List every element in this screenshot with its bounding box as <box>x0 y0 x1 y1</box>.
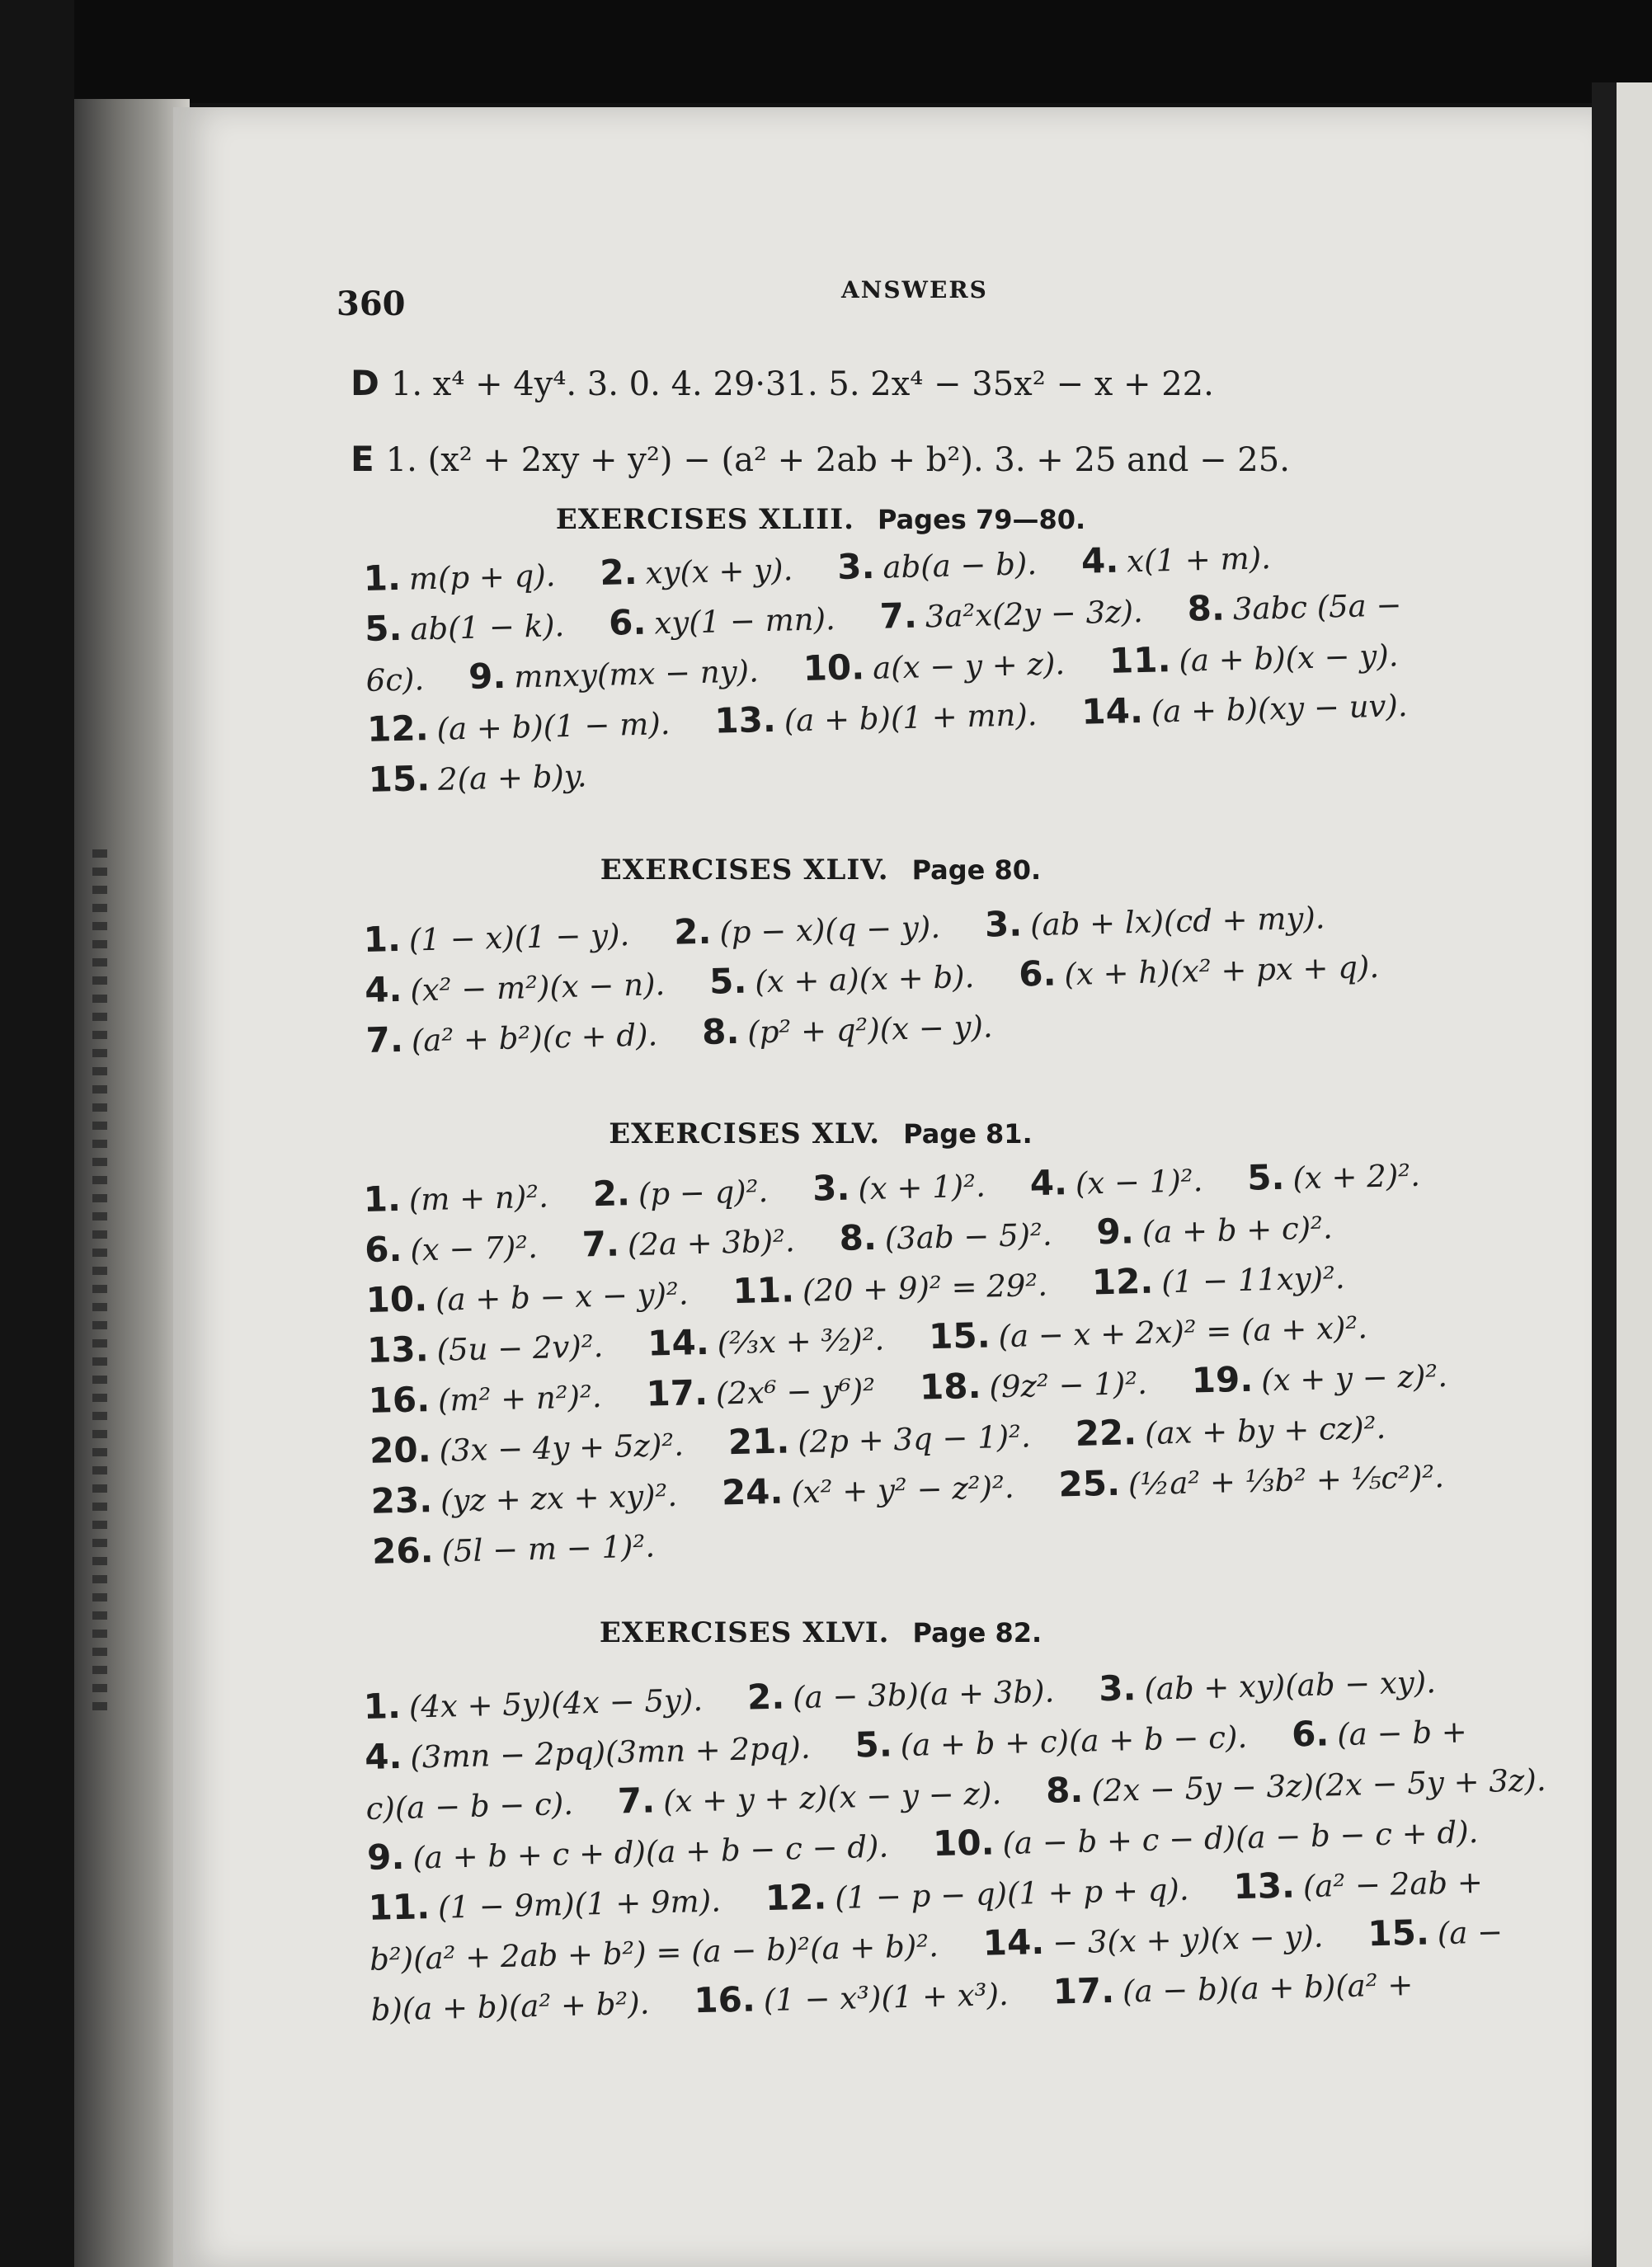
answer-number: 13. <box>713 698 777 741</box>
answer-item <box>1081 680 1409 738</box>
answer-item <box>1029 1155 1203 1209</box>
answer-expression: (p² + q²)(x − y). <box>746 1009 994 1051</box>
facing-page-edge <box>1617 82 1652 2267</box>
answers-xliv <box>363 887 1504 1066</box>
answer-expression: (20 + 9)² = 29². <box>802 1267 1048 1310</box>
answer-expression: (yz + zx + xy)². <box>440 1477 678 1519</box>
answer-number: 15. <box>1367 1912 1430 1954</box>
answers-text: 1. (x² + 2xy + y²) − (a² + 2ab + b²). 3. + 25 and − 25. <box>385 441 1290 479</box>
answer-number: 24. <box>721 1470 784 1513</box>
answer-expression: (a + b + c)². <box>1141 1210 1334 1250</box>
answer-expression: ab(1 − k). <box>409 608 565 647</box>
answer-expression: x(1 + m). <box>1126 540 1272 580</box>
answer-number: 23. <box>370 1479 433 1522</box>
answer-item <box>646 1364 876 1420</box>
answer-item <box>592 1165 769 1220</box>
answer-number: 6. <box>1018 952 1057 995</box>
answer-number: 26. <box>371 1530 435 1572</box>
answer-number: 2. <box>599 551 638 593</box>
section-title: EXERCISES XLIII. <box>555 503 854 536</box>
answer-item <box>1187 579 1402 634</box>
answer-item <box>802 637 1066 694</box>
answer-number: 1. <box>363 1685 402 1727</box>
answer-number: 3. <box>836 545 876 587</box>
answer-number: 17. <box>645 1371 708 1414</box>
answers-xlvi <box>363 1654 1547 2034</box>
answer-item <box>363 1171 549 1225</box>
answer-item <box>365 1268 689 1326</box>
answer-item <box>812 1160 986 1215</box>
answer-expression: 3abc (5a − <box>1232 587 1402 628</box>
answer-expression: (x − 1)². <box>1075 1163 1203 1202</box>
answer-expression: xy(x + y). <box>645 552 793 591</box>
section-pages: Page 80. <box>911 854 1042 886</box>
answer-expression: (a − x + 2x)² = (a + x)². <box>998 1310 1368 1355</box>
answer-expression: (a + b)(1 − m). <box>436 705 671 747</box>
answer-number: 21. <box>727 1420 790 1463</box>
answer-expression: (1 − 11xy)². <box>1160 1259 1346 1300</box>
answer-expression: (x + y + z)(x − y − z). <box>662 1776 1002 1820</box>
answer-expression: (5l − m − 1)². <box>441 1528 656 1569</box>
answer-item <box>919 1357 1147 1413</box>
answer-item <box>727 1410 1031 1468</box>
answer-number: 2. <box>746 1676 785 1718</box>
section-pages: Page 81. <box>903 1118 1033 1150</box>
answers-text: 1. x⁴ + 4y⁴. 3. 0. 4. 29·31. 5. 2x⁴ − 35x² − x + 22. <box>390 365 1214 403</box>
answer-number: 4. <box>364 968 402 1010</box>
answer-item <box>1247 1150 1421 1204</box>
answer-item <box>600 543 793 599</box>
answer-number: 13. <box>1232 1865 1296 1907</box>
answer-number: 25. <box>1057 1462 1121 1505</box>
answer-expression: (x² + y² − z²)². <box>790 1469 1015 1511</box>
answer-number: 8. <box>839 1216 878 1258</box>
answer-expression: (a² − 2ab + <box>1302 1864 1484 1905</box>
answer-number: 4. <box>1029 1162 1068 1204</box>
answer-number: 13. <box>366 1329 430 1371</box>
letter-label: D <box>351 363 379 403</box>
answer-expression: (a − b)(a + b)(a² + <box>1122 1967 1414 2010</box>
answer-item <box>839 1209 1052 1264</box>
answer-item <box>363 549 556 604</box>
answer-number: 18. <box>919 1365 982 1408</box>
answer-item <box>721 1461 1014 1519</box>
answer-number: 11. <box>1108 639 1172 681</box>
answer-item <box>363 1674 704 1733</box>
answer-number: 7. <box>617 1780 656 1822</box>
answer-number: 15. <box>928 1315 991 1357</box>
answer-number: 14. <box>647 1321 710 1364</box>
answer-item <box>368 750 587 805</box>
answer-expression: (5u − 2v)². <box>436 1328 604 1368</box>
answer-item <box>879 586 1144 642</box>
answer-expression: (1 − x³)(1 + x³). <box>763 1976 1010 2019</box>
letter-label: E <box>351 439 374 479</box>
answer-number: 15. <box>368 758 431 800</box>
answer-item <box>468 645 759 703</box>
answer-item <box>647 1314 885 1370</box>
answer-number: 3. <box>812 1167 850 1209</box>
answer-item <box>984 892 1325 951</box>
answer-number: 12. <box>366 708 430 750</box>
answer-item <box>694 1968 1010 2026</box>
answer-number: 9. <box>366 1836 405 1878</box>
section-heading-xliv <box>0 854 1641 887</box>
answer-item <box>1291 1705 1467 1760</box>
section-title: EXERCISES XLIV. <box>600 854 889 887</box>
answer-expression: (ab + lx)(cd + my). <box>1029 900 1326 943</box>
answer-item <box>365 655 425 705</box>
answer-number: 5. <box>708 960 747 1002</box>
answer-number: 16. <box>368 1379 431 1421</box>
answer-expression: (x + 2)². <box>1292 1157 1421 1197</box>
answer-expression: (a + b)(x − y). <box>1178 637 1399 679</box>
answer-item <box>708 951 975 1008</box>
answer-expression: (a + b − x − y)². <box>435 1276 690 1318</box>
answer-expression: b)(a + b)(a² + b²). <box>370 1985 650 2028</box>
answer-item <box>364 1221 538 1276</box>
answer-expression: c)(a − b − c). <box>365 1785 574 1827</box>
answer-item <box>714 689 1038 747</box>
answer-item <box>1052 1959 1414 2018</box>
answer-item <box>368 1874 722 1933</box>
answer-item <box>1233 1856 1484 1912</box>
answer-expression: (x² − m²)(x − n). <box>409 967 666 1009</box>
section-pages: Page 82. <box>912 1617 1043 1649</box>
answer-expression: m(p + q). <box>408 557 557 597</box>
section-heading-xlv <box>0 1117 1641 1150</box>
answer-expression: (x + a)(x + b). <box>754 958 975 1000</box>
answer-item <box>701 1000 993 1058</box>
answer-expression: (4x + 5y)(4x − 5y). <box>408 1681 704 1725</box>
answer-expression: (2x⁶ − y⁶)² <box>715 1371 876 1412</box>
answer-item <box>365 1780 574 1833</box>
scan-top-border <box>0 0 1652 103</box>
answer-expression: − 3(x + y)(x − y). <box>1052 1918 1325 1961</box>
answer-expression: (x + h)(x² + px + q). <box>1063 948 1380 993</box>
answer-number: 10. <box>932 1822 995 1865</box>
answer-number: 17. <box>1052 1969 1115 2012</box>
answer-number: 1. <box>363 1178 402 1220</box>
answer-item <box>366 1320 604 1376</box>
answer-expression: (x + 1)². <box>857 1168 986 1207</box>
answer-number: 5. <box>1246 1156 1286 1198</box>
answers-xlv <box>363 1147 1511 1578</box>
answer-expression: (ax + by + cz)². <box>1144 1409 1386 1451</box>
answer-number: 16. <box>693 1978 756 2021</box>
answer-item <box>837 538 1038 593</box>
answer-number: 2. <box>592 1173 631 1215</box>
answer-expression: 2(a + b)y. <box>437 758 588 797</box>
answer-number: 4. <box>1080 539 1119 581</box>
answer-number: 6. <box>364 1228 402 1270</box>
answer-expression: (a + b)(1 + mn). <box>784 697 1038 739</box>
answer-number: 4. <box>364 1735 402 1777</box>
answer-expression: xy(1 − mn). <box>653 601 836 642</box>
answer-expression: a(x − y + z). <box>872 646 1066 686</box>
answer-expression: (1 − p − q)(1 + p + q). <box>834 1871 1190 1917</box>
answer-number: 10. <box>802 647 865 689</box>
answer-expression: (m² + n²)². <box>437 1379 603 1418</box>
answer-item <box>1108 629 1399 687</box>
answer-item <box>364 600 564 655</box>
answer-number: 22. <box>1075 1412 1137 1454</box>
section-pages: Pages 79—80. <box>877 504 1086 535</box>
answer-item <box>363 909 630 966</box>
running-head: ANSWERS <box>841 276 988 303</box>
answer-item <box>368 1371 602 1427</box>
answer-expression: (a + b)(xy − uv). <box>1151 688 1409 730</box>
answer-item <box>1367 1906 1504 1959</box>
answer-item <box>370 1979 650 2034</box>
answer-number: 5. <box>364 607 402 649</box>
answer-item <box>732 1259 1048 1317</box>
answer-item <box>370 1470 678 1527</box>
answer-expression: (m + n)². <box>408 1178 549 1218</box>
page-number: 360 <box>337 285 406 323</box>
answer-number: 19. <box>1191 1358 1254 1401</box>
answers-xliii <box>363 526 1507 806</box>
answer-number: 8. <box>1045 1769 1084 1811</box>
answer-expression: (⅔x + ³⁄₂)². <box>717 1321 885 1362</box>
answer-number: 1. <box>363 918 402 960</box>
answer-item <box>364 958 665 1016</box>
answer-number: 9. <box>468 655 506 697</box>
answer-number: 20. <box>369 1429 432 1471</box>
answer-number: 1. <box>363 557 402 599</box>
answer-expression: (1 − 9m)(1 + 9m). <box>437 1883 722 1926</box>
answers-d-line <box>351 363 1214 403</box>
answer-item <box>371 1520 655 1577</box>
answer-expression: (a² + b²)(c + d). <box>411 1017 658 1059</box>
answer-number: 5. <box>854 1724 893 1766</box>
answer-expression: (2a + 3b)². <box>627 1223 796 1263</box>
answer-expression: (x − 7)². <box>409 1229 539 1268</box>
section-title: EXERCISES XLV. <box>609 1117 881 1150</box>
answer-number: 9. <box>1095 1211 1135 1253</box>
answer-number: 3. <box>1098 1667 1137 1710</box>
answer-expression: (p − q)². <box>638 1173 769 1212</box>
book-gutter <box>74 99 190 2267</box>
answer-item <box>673 901 940 958</box>
gutter-edge-marks <box>92 849 107 1715</box>
answer-item <box>366 698 671 755</box>
answer-number: 10. <box>365 1278 428 1320</box>
answer-expression: b²)(a² + 2ab + b²) = (a − b)²(a + b)². <box>369 1928 939 1978</box>
answer-expression: (a − 3b)(a + 3b). <box>792 1673 1055 1716</box>
answer-expression: (a − <box>1437 1914 1504 1952</box>
answer-number: 12. <box>1091 1260 1154 1303</box>
answer-number: 11. <box>368 1886 431 1928</box>
answer-number: 8. <box>701 1010 740 1052</box>
answer-expression: (ab + xy)(ab − xy). <box>1143 1664 1437 1707</box>
answer-expression: (9z² − 1)². <box>988 1365 1148 1405</box>
answer-number: 12. <box>765 1876 827 1919</box>
answer-item <box>608 593 835 649</box>
answer-expression: ab(a − b). <box>882 546 1038 586</box>
answer-expression: (3mn − 2pq)(3mn + 2pq). <box>409 1729 812 1776</box>
answer-expression: (a + b + c)(a + b − c). <box>900 1719 1248 1764</box>
answer-expression: (a + b + c + d)(a + b − c − d). <box>412 1828 889 1876</box>
answer-expression: (½a² + ⅓b² + ⅕c²)². <box>1127 1459 1445 1503</box>
answer-number: 6. <box>608 601 647 643</box>
answer-item <box>581 1215 795 1270</box>
answer-number: 6. <box>1291 1713 1330 1755</box>
answer-item <box>1096 1202 1334 1258</box>
answer-expression: 3a²x(2y − 3z). <box>925 593 1144 635</box>
section-title: EXERCISES XLVI. <box>599 1616 890 1649</box>
answer-item <box>982 1911 1324 1969</box>
section-heading-xlvi <box>0 1616 1641 1649</box>
answer-expression: (3x − 4y + 5z)². <box>439 1427 685 1469</box>
answer-number: 2. <box>673 910 712 952</box>
answer-expression: (a − b + <box>1336 1714 1468 1753</box>
answer-item <box>1191 1350 1448 1407</box>
answer-expression: (3ab − 5)². <box>884 1216 1053 1257</box>
answer-number: 11. <box>732 1269 795 1312</box>
scan-right-border <box>1592 82 1617 2267</box>
answer-item <box>617 1767 1002 1827</box>
answer-expression: (x + y − z)². <box>1260 1357 1448 1399</box>
answer-item <box>746 1666 1055 1724</box>
answer-number: 7. <box>879 595 918 637</box>
answer-expression: (1 − x)(1 − y). <box>408 917 630 958</box>
answer-item <box>365 1009 658 1066</box>
answer-item <box>369 1419 684 1477</box>
answer-expression: (p − x)(q − y). <box>718 909 941 951</box>
answer-expression: 6c). <box>365 661 425 698</box>
answer-number: 3. <box>984 903 1023 945</box>
answer-number: 8. <box>1187 587 1226 629</box>
answer-number: 7. <box>365 1018 404 1061</box>
answer-item <box>1075 1402 1386 1460</box>
answer-item <box>1058 1451 1445 1510</box>
answer-item <box>1091 1252 1345 1308</box>
answer-item <box>1098 1656 1436 1714</box>
answer-expression: mnxy(mx − ny). <box>513 653 760 695</box>
answers-e-line <box>351 439 1290 479</box>
answer-item <box>1019 941 1380 1000</box>
answer-expression: (2p + 3q − 1)². <box>797 1418 1032 1460</box>
answer-number: 14. <box>982 1921 1045 1964</box>
answer-item <box>1080 532 1271 587</box>
answer-expression: (a − b + c − d)(a − b − c + d). <box>1002 1814 1479 1862</box>
answer-expression: (2x − 5y − 3z)(2x − 5y + 3z). <box>1090 1761 1547 1809</box>
answer-number: 7. <box>581 1223 620 1265</box>
answer-number: 14. <box>1080 689 1144 732</box>
